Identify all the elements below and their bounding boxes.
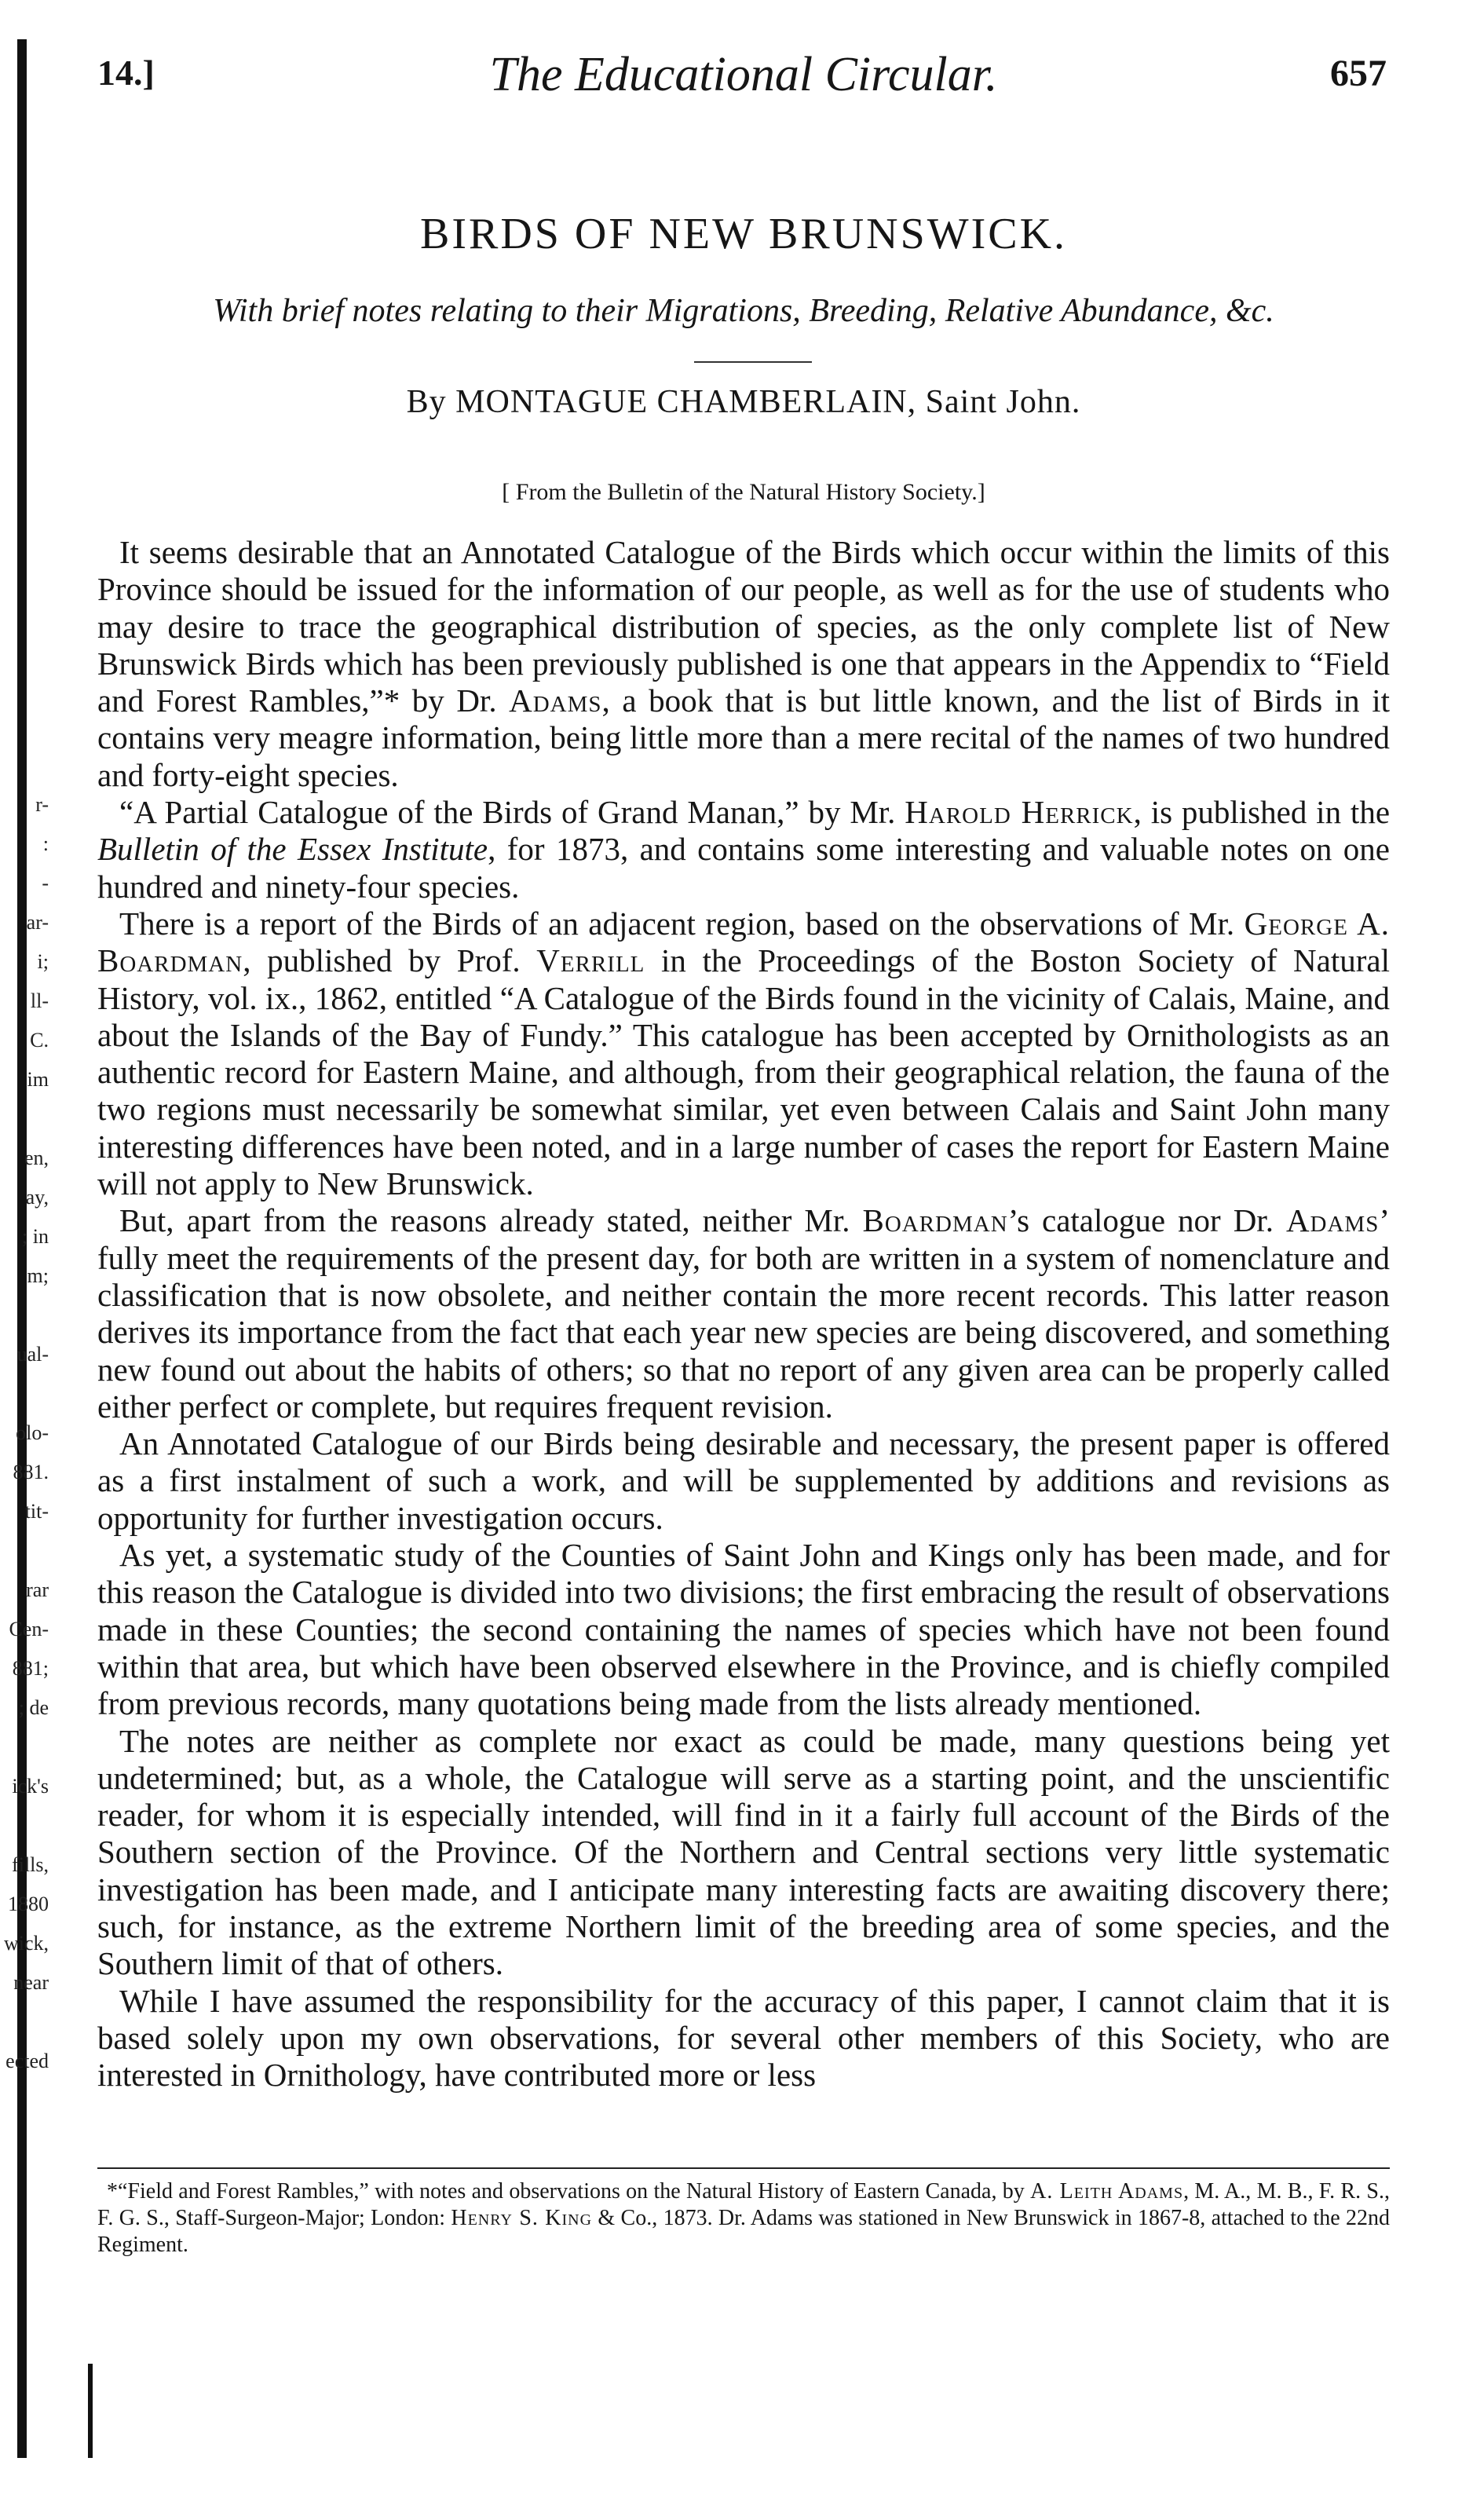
text-run: , for 1873, and contains some interesting and valuable notes on one hundred and ninety-four species.	[97, 831, 1390, 905]
italic-title: Bulletin of the Essex Institute	[97, 831, 488, 868]
text-run: “A Partial Catalogue of the Birds of Grand Manan,” by Mr.	[119, 794, 905, 831]
margin-fragment: ll-	[30, 989, 49, 1012]
text-run: It seems desirable that an Annotated Catalogue of the Birds which occur within the limits of this Province should be issued for the information of our people, as well as for the use of students who may desire to trace the geographical distribution of species, as the only complete list of New Brunswick Birds which has been previously published is one that appears in the Appendix to “Field and Forest Rambles,”* by Dr.	[97, 534, 1390, 719]
margin-fragment: rar	[26, 1578, 49, 1601]
binding-mark	[88, 2364, 93, 2458]
footnote-divider	[97, 2167, 1390, 2169]
small-caps-name: Boardman	[862, 1202, 1008, 1239]
margin-fragment: ; in	[22, 1225, 49, 1248]
body-paragraph	[97, 905, 1390, 1202]
text-run: There is a report of the Birds of an adjacent region, based on the observations of Mr.	[119, 905, 1245, 942]
margin-fragment	[0, 1728, 49, 1767]
text-run: in the Proceedings of the Boston Society of Natural History, vol. ix., 1862, entitled “A Catalogue of the Birds found in the vicinity of Calais, Maine, and about the Islands of the Bay of Fundy.” This catalogue has been accepted by Ornithologists as an authentic record for Eastern Maine, and although, from their geographical relation, the fauna of the two regions must necessarily be somewhat similar, yet even between Calais and Saint John many interesting differences have been noted, and in a large number of cases the report for Eastern Maine will not apply to New Brunswick.	[97, 942, 1391, 1202]
running-head	[97, 47, 1390, 110]
margin-fragment: ; de	[18, 1696, 49, 1719]
body-paragraph	[97, 534, 1390, 794]
margin-fragment: Cen-	[9, 1618, 49, 1640]
article-title: BIRDS OF NEW BRUNSWICK.	[419, 210, 1068, 258]
margin-fragment	[0, 1531, 49, 1571]
journal-title: The Educational Circular.	[489, 48, 998, 101]
text-run: The notes are neither as complete nor exact as could be made, many questions being yet undetermined; but, as a whole, the Catalogue will serve as a starting point, and the unscientific reader, for whom it is especially intended, will find in it a fairly full account of the Birds of the Southern section of the Province. Of the Northern and Central sections very little systematic investigation has been made, and I anticipate many interesting facts are awaiting discovery there; such, for instance, as the extreme Northern limit of the breeding area of some species, and the Southern limit of that of others.	[97, 1722, 1390, 1982]
margin-fragment: 1880	[8, 1893, 49, 1915]
margin-fragment	[0, 1099, 49, 1139]
text-run: , published by Prof.	[243, 942, 537, 979]
margin-fragment	[0, 1806, 49, 1845]
margin-fragment: ay,	[25, 1186, 49, 1209]
page-number: 657	[1330, 53, 1387, 94]
margin-fragment: ar-	[26, 911, 49, 934]
margin-fragment: tit-	[24, 1500, 49, 1523]
text-run: , is published in the	[1133, 794, 1391, 831]
text-run: *“Field and Forest Rambles,” with notes and observations on the Natural History of Eastern Canada, by	[107, 2179, 1031, 2204]
text-run: As yet, a systematic study of the Counties of Saint John and Kings only has been made, and for this reason the Catalogue is divided into two divisions; the first embracing the result of observations made in these Counties; the second containing the names of species which have not been found within that area, but which have been observed elsewhere in the Province, and is chiefly compiled from previous records, many quotations being made from the lists already mentioned.	[97, 1537, 1390, 1722]
margin-fragment: near	[13, 1971, 49, 1994]
text-run: ’s catalogue nor Dr.	[1007, 1202, 1286, 1239]
small-caps-name: Henry S. King	[451, 2206, 593, 2230]
margin-fragment: ick's	[12, 1775, 49, 1798]
small-caps-name: Harold Herrick	[905, 794, 1134, 831]
margin-fragment: 881;	[12, 1657, 49, 1680]
article-subtitle: With brief notes relating to their Migrations, Breeding, Relative Abundance, &c.	[213, 293, 1274, 329]
margin-fragment	[0, 1296, 49, 1335]
margin-fragment: i;	[37, 950, 49, 973]
body-paragraph	[97, 1425, 1390, 1537]
small-caps-name: Verrill	[536, 942, 645, 979]
footnote	[97, 2178, 1390, 2258]
body-paragraph	[97, 794, 1390, 905]
text-run: While I have assumed the responsibility for the accuracy of this paper, I cannot claim that it is based solely upon my own observations, for several other members of this Society, who are interested in Ornithology, have contributed more or less	[97, 1982, 1390, 2094]
margin-fragment: en,	[24, 1147, 49, 1169]
adjacent-page-margin	[0, 785, 49, 2081]
body-paragraph	[97, 1537, 1390, 1722]
margin-fragment: C.	[30, 1029, 49, 1052]
text-run: , M. A., M. B., F. R. S., F. G. S., Staff-Surgeon-Major; London:	[97, 2179, 1390, 2230]
margin-fragment: fills,	[12, 1853, 49, 1876]
article-body	[97, 534, 1390, 2094]
text-run: But, apart from the reasons already stated, neither Mr.	[119, 1202, 863, 1239]
small-caps-name: Adams	[1285, 1202, 1380, 1239]
volume-number: 14.]	[97, 53, 155, 93]
text-run: An Annotated Catalogue of our Birds being desirable and necessary, the present paper is offered as a first instalment of such a work, and will be supplemented by additions and revisions as opportunity for further investigation occurs.	[97, 1425, 1390, 1536]
body-paragraph	[97, 1202, 1390, 1425]
margin-fragment	[0, 2002, 49, 2042]
margin-fragment: -	[42, 872, 49, 894]
margin-fragment: m;	[27, 1264, 49, 1287]
margin-fragment: ual-	[16, 1343, 49, 1366]
body-paragraph	[97, 1723, 1390, 1983]
margin-fragment: im	[27, 1068, 49, 1091]
margin-fragment: wick,	[3, 1932, 49, 1955]
text-run: & Co., 1873. Dr. Adams was stationed in New Brunswick in 1867-8, attached to the 22nd Regiment.	[97, 2206, 1390, 2257]
source-note: [ From the Bulletin of the Natural History Society.]	[502, 479, 985, 505]
title-divider	[694, 361, 812, 363]
article-byline: By MONTAGUE CHAMBERLAIN, Saint John.	[406, 384, 1081, 420]
margin-fragment: r-	[35, 793, 49, 816]
body-paragraph	[97, 1983, 1390, 2094]
margin-fragment: ected	[5, 2050, 49, 2072]
small-caps-name: A. Leith Adams	[1030, 2179, 1184, 2204]
margin-fragment	[0, 1374, 49, 1414]
page	[97, 0, 1390, 2498]
small-caps-name: George A. Boardman	[97, 905, 1390, 979]
margin-fragment: :	[42, 832, 49, 855]
margin-fragment: olo-	[16, 1421, 49, 1444]
small-caps-name: Adams	[509, 682, 602, 719]
text-run: , a book that is but little known, and the list of Birds in it contains very meagre information, being little more than a mere recital of the names of two hundred and forty-eight species.	[97, 682, 1390, 793]
text-run: ’ fully meet the requirements of the present day, for both are written in a system of nomenclature and classification that is now obsolete, and neither contain the more recent records. This latter reason derives its importance from the fact that each year new species are being discovered, and something new found out about the habits of others; so that no report of any given area can be properly called either perfect or complete, but requires frequent revision.	[97, 1202, 1391, 1425]
margin-fragment: 881.	[13, 1461, 49, 1483]
